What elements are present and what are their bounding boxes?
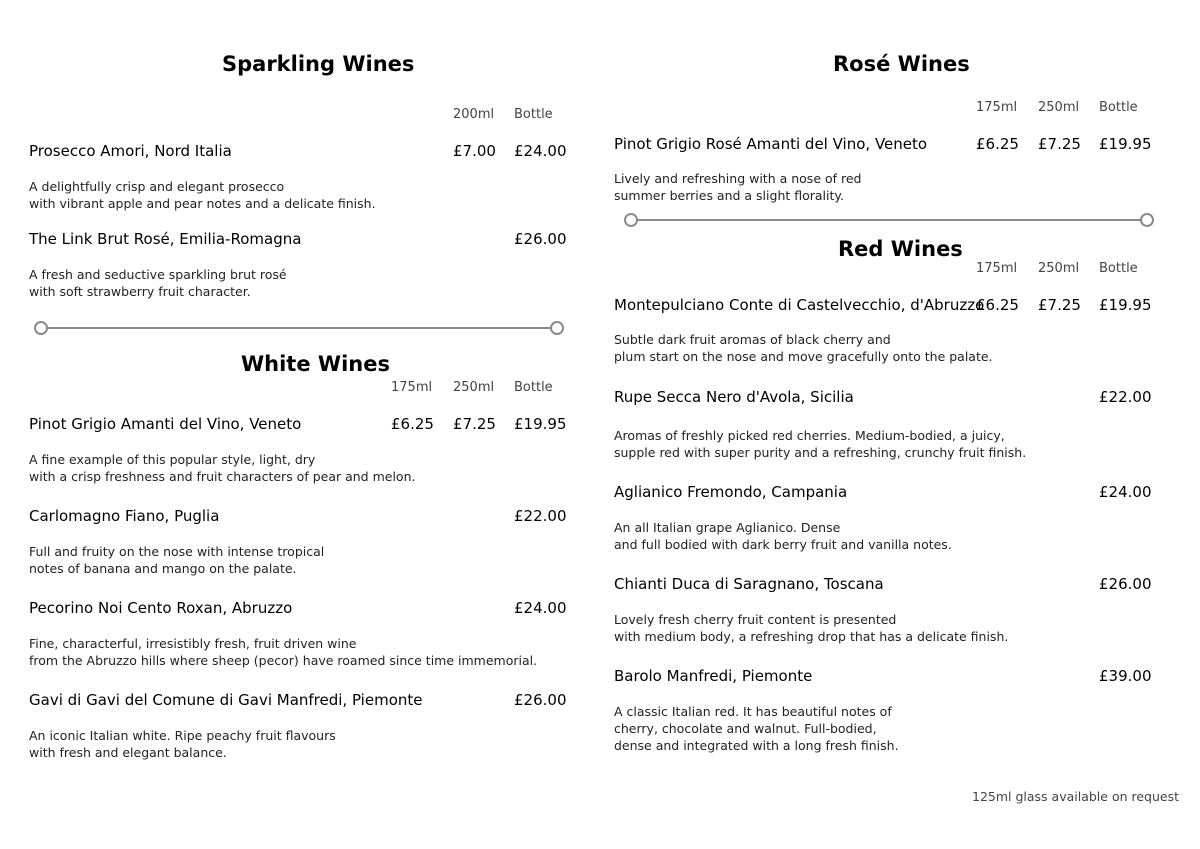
wine-name: Carlomagno Fiano, Puglia [29,507,220,525]
white-heading: White Wines [241,352,390,376]
wine-description: Full and fruity on the nose with intense tropical notes of banana and mango on the palate. [29,544,325,576]
wine-price-250ml: £7.25 [1038,296,1081,314]
sparkling-heading: Sparkling Wines [222,52,415,76]
wine-price-250ml: £7.25 [1038,135,1081,153]
wine-description: A fresh and seductive sparkling brut rosé with soft strawberry fruit character. [29,267,287,299]
red-col-bottle: Bottle [1099,261,1138,276]
wine-description: Subtle dark fruit aromas of black cherry and plum start on the nose and move gracefully onto the palate. [614,332,993,364]
wine-price-bottle: £19.95 [1099,296,1152,314]
rose-col-250ml: 250ml [1038,100,1080,115]
wine-price-bottle: £22.00 [1099,388,1152,406]
wine-price-bottle: £26.00 [514,691,567,709]
wine-description: Lively and refreshing with a nose of red summer berries and a slight florality. [614,171,862,203]
wine-price-bottle: £26.00 [1099,575,1152,593]
wine-description: Lovely fresh cherry fruit content is presented with medium body, a refreshing drop that has a delicate finish. [614,612,1009,644]
sparkling-col-bottle: Bottle [514,107,553,122]
wine-name: Pinot Grigio Rosé Amanti del Vino, Veneto [614,135,928,153]
section-divider [624,213,1154,227]
red-heading: Red Wines [838,237,963,261]
wine-name: Montepulciano Conte di Castelvecchio, d'Abruzzo [614,296,985,314]
wine-price-bottle: £19.95 [514,415,567,433]
wine-description: An all Italian grape Aglianico. Dense and full bodied with dark berry fruit and vanilla notes. [614,520,952,552]
wine-description: A classic Italian red. It has beautiful notes of cherry, chocolate and walnut. Full-bodied, dense and integrated with a long fresh finish. [614,704,899,753]
wine-price-175ml: £6.25 [976,135,1019,153]
sparkling-col-200ml: 200ml [453,107,495,122]
wine-price-bottle: £24.00 [514,599,567,617]
white-col-bottle: Bottle [514,380,553,395]
wine-name: Pecorino Noi Cento Roxan, Abruzzo [29,599,293,617]
wine-price-bottle: £24.00 [1099,483,1152,501]
wine-price-250ml: £7.25 [453,415,496,433]
white-col-175ml: 175ml [391,380,433,395]
wine-description: A fine example of this popular style, light, dry with a crisp freshness and fruit characters of pear and melon. [29,452,416,484]
wine-description: Aromas of freshly picked red cherries. Medium-bodied, a juicy, supple red with super purity and a refreshing, crunchy fruit finish. [614,428,1027,460]
wine-name: The Link Brut Rosé, Emilia-Romagna [29,230,302,248]
wine-price-200ml: £7.00 [453,142,496,160]
footer-note: 125ml glass available on request [972,789,1180,804]
wine-price-bottle: £19.95 [1099,135,1152,153]
wine-price-bottle: £26.00 [514,230,567,248]
wine-name: Gavi di Gavi del Comune di Gavi Manfredi, Piemonte [29,691,423,709]
wine-name: Rupe Secca Nero d'Avola, Sicilia [614,388,854,406]
wine-price-bottle: £22.00 [514,507,567,525]
wine-name: Barolo Manfredi, Piemonte [614,667,813,685]
wine-price-bottle: £39.00 [1099,667,1152,685]
rose-col-bottle: Bottle [1099,100,1138,115]
white-col-250ml: 250ml [453,380,495,395]
wine-price-bottle: £24.00 [514,142,567,160]
wine-name: Prosecco Amori, Nord Italia [29,142,232,160]
rose-col-175ml: 175ml [976,100,1018,115]
wine-price-175ml: £6.25 [976,296,1019,314]
wine-price-175ml: £6.25 [391,415,434,433]
wine-name: Aglianico Fremondo, Campania [614,483,848,501]
wine-name: Pinot Grigio Amanti del Vino, Veneto [29,415,302,433]
red-col-250ml: 250ml [1038,261,1080,276]
wine-description: A delightfully crisp and elegant prosecco with vibrant apple and pear notes and a delicate finish. [29,179,376,211]
wine-name: Chianti Duca di Saragnano, Toscana [614,575,884,593]
wine-description: Fine, characterful, irresistibly fresh, fruit driven wine from the Abruzzo hills where sheep (pecor) have roamed since time immemorial. [29,636,538,668]
section-divider [34,321,564,335]
red-col-175ml: 175ml [976,261,1018,276]
rose-heading: Rosé Wines [833,52,970,76]
wine-description: An iconic Italian white. Ripe peachy fruit flavours with fresh and elegant balance. [29,728,336,760]
